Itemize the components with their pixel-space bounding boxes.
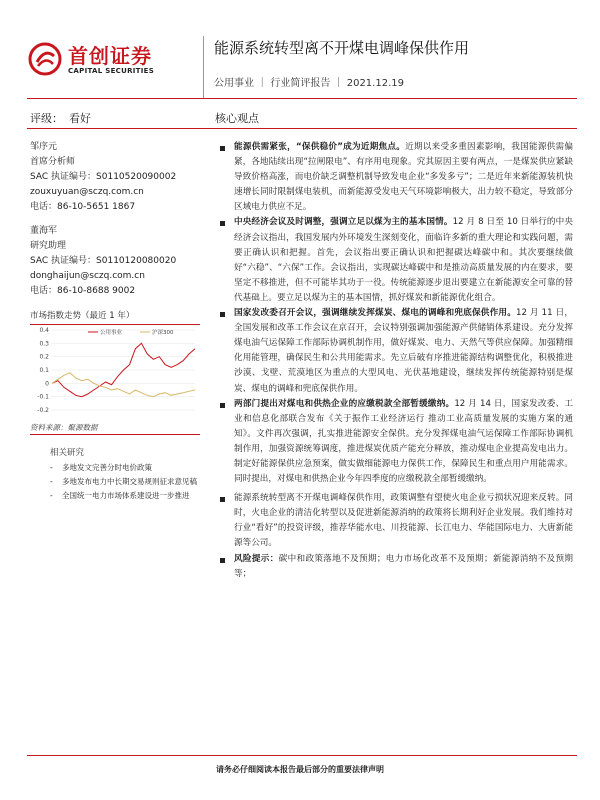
y-tick-label: 0.2 <box>39 353 49 361</box>
header-rule <box>27 98 577 99</box>
legend-label: 沪深300 <box>152 330 174 336</box>
related-item[interactable]: - 全国统一电力市场体系建设进一步推进 <box>50 490 200 502</box>
analyst-block <box>30 140 205 215</box>
bullet-icon <box>220 403 225 408</box>
y-tick-label: 0.1 <box>39 367 49 374</box>
analyst-name: 邹序元 <box>30 142 58 152</box>
analyst-phone: 电话：86-10-5651 1867 <box>30 202 136 212</box>
related-research-heading: 相关研究 <box>50 448 85 458</box>
logo-chinese-name: 首创证券 <box>68 44 152 68</box>
paragraph-text: 能源系统转型离不开煤电调峰保供作用，政策调整有望使火电企业亏损状况迎来反转。同时，火电企业的清洁化转型以及促进新能源消纳的政策将长期利好企业发展。我们维持对行业“看好”的投资评级，推荐华能水电、川投能源、长江电力、华能国际电力、大唐新能源等公司。 <box>234 493 573 549</box>
series-line-2 <box>52 373 195 397</box>
bullet-icon <box>220 312 225 317</box>
rating-value: 看好 <box>69 112 91 125</box>
paragraph-lead: 中央经济会议及时调整，强调立足以煤为主的基本国情。 <box>234 217 453 228</box>
chart-title: 市场指数走势（最近 1 年） <box>30 311 135 321</box>
analyst-block <box>30 224 205 299</box>
analyst-license: SAC 执证编号：S0110120080020 <box>30 256 177 266</box>
header-divider <box>203 36 204 98</box>
report-title: 能源系统转型离不开煤电调峰保供作用 <box>214 39 470 57</box>
bullet-icon <box>220 221 225 226</box>
capital-securities-logo-icon <box>28 42 62 76</box>
paragraph-lead: 风险提示： <box>234 553 279 564</box>
core-view-title: 核心观点 <box>215 112 259 125</box>
y-tick-label: -0.2 <box>37 407 49 414</box>
legend-label: 公用事业 <box>100 330 123 336</box>
report-subtitle: 公用事业 ｜ 行业简评报告 ｜ 2021.12.19 <box>214 78 404 89</box>
analyst-license: SAC 执证编号：S0110520090002 <box>30 172 177 182</box>
y-tick-label: -0.1 <box>37 393 49 401</box>
paragraph-text: 12 月 8 日至 10 日举行的中央经济会议指出，我国发展内外环境发生深刻变化，面临许多新的重大理论和实践问题，需要正确认识和把握。首先，会议指出要正确认识和把握碳达峰碳中和。其次要继续做好“六稳”、“六保”工作。会议指出，实现碳达峰碳中和是推动高质量发展的内在要求，要坚定不移推进，但不可能毕其功于一役。传统能源逐步退出要建立在新能源安全可靠的替代基础上。要立足以煤为主的基本国情，抓好煤炭和新能源优化组合。 <box>234 217 573 303</box>
core-view-body <box>220 140 573 582</box>
analyst-phone: 电话：86-10-8688 9002 <box>30 286 136 296</box>
paragraph-lead: 国家发改委召开会议，强调继续发挥煤炭、煤电的调峰和兜底保供作用。 <box>234 308 517 319</box>
paragraph <box>220 140 573 215</box>
section-rule <box>27 128 577 129</box>
analyst-email[interactable]: zouxuyuan@sczq.com.cn <box>30 187 144 197</box>
bullet-icon <box>220 558 225 563</box>
bullet-icon <box>220 497 225 502</box>
analyst-role: 研究助理 <box>30 241 67 251</box>
chart-source: 资料来源：聚源数据 <box>30 423 98 432</box>
analyst-role: 首席分析师 <box>30 157 76 167</box>
company-logo <box>28 40 198 84</box>
paragraph <box>220 552 573 582</box>
y-tick-label: 0 <box>45 380 49 388</box>
rating <box>30 110 91 126</box>
related-item[interactable]: - 多地发布电力中长期交易规则征求意见稿 <box>50 476 200 488</box>
paragraph-lead: 能源供需紧张，“保供稳价”成为近期焦点。 <box>234 142 406 152</box>
paragraph <box>220 306 573 397</box>
paragraph-lead: 两部门提出对煤电和供热企业的应缴税款全部暂缓缴纳。 <box>234 398 455 409</box>
related-item[interactable]: - 多地发文完善分时电价政策 <box>50 462 200 474</box>
paragraph <box>220 491 573 551</box>
analyst-name: 董海军 <box>30 226 58 236</box>
paragraph-text: 近期以来受多重因素影响，我国能源供需偏紧，各地陆续出现“拉闸限电”、有序用电现象。究其原因主要有两点，一是煤炭供应紧缺导致价格高涨，而电价缺乏调整机制导致发电企业“多发多亏”；二是近年来新能源装机快速增长同时限制煤电装机，而新能源受发电天气环境影响极大，出力较不稳定，导致部分区域电力供应不足。 <box>234 142 573 213</box>
source-rule <box>30 434 200 435</box>
y-tick-label: 0.3 <box>39 340 49 348</box>
paragraph <box>220 215 573 306</box>
market-index-chart <box>30 306 200 416</box>
paragraph-text: 12 月 11 日，全国发展和改革工作会议在京召开，会议特别强调加强能源产供储销体系建设。充分发挥煤电油气运保障工作部际协调机制作用，做好煤炭、电力、天然气等供应保障。加强精细化用能管理，确保民生和公共用能需求。先立后破有序推进能源结构调整优化，积极推进沙漠、戈壁、荒漠地区为重点的大型风电、光伏基地建设，继续发挥传统能源特别是煤炭、煤电的调峰和兜底保供作用。 <box>234 308 573 394</box>
analyst-email[interactable]: donghaijun@sczq.com.cn <box>30 271 145 281</box>
footer-rule <box>27 755 577 756</box>
logo-english-name: CAPITAL SECURITIES <box>68 67 155 75</box>
bullet-icon <box>220 146 225 151</box>
paragraph-text: 碳中和政策落地不及预期；电力市场化改革不及预期；新能源消纳不及预期等； <box>234 553 573 579</box>
y-tick-label: 0.4 <box>39 327 49 334</box>
related-research-list <box>50 462 200 504</box>
rating-label: 评级： <box>30 112 63 125</box>
legal-disclaimer: 请务必仔细阅读本报告最后部分的重要法律声明 <box>216 765 384 774</box>
paragraph <box>220 397 573 488</box>
paragraph-text: 12 月 14 日，国家发改委、工业和信息化部联合发布《关于振作工业经济运行 推动工业高质量发展的实施方案的通知》。文件再次强调，扎实推进能源安全保供。充分发挥煤电油气运保障工作部际协调机制作用，加强资源统筹调度，推进煤炭优质产能充分释放，推动煤电企业提高发电出力。制定好能源保供应急预案，做实做细能源电力保供工作，保障民生和重点用户用能需求。同时提出，对煤电和供热企业今年四季度的应缴税款全部暂缓缴纳。 <box>234 398 573 485</box>
